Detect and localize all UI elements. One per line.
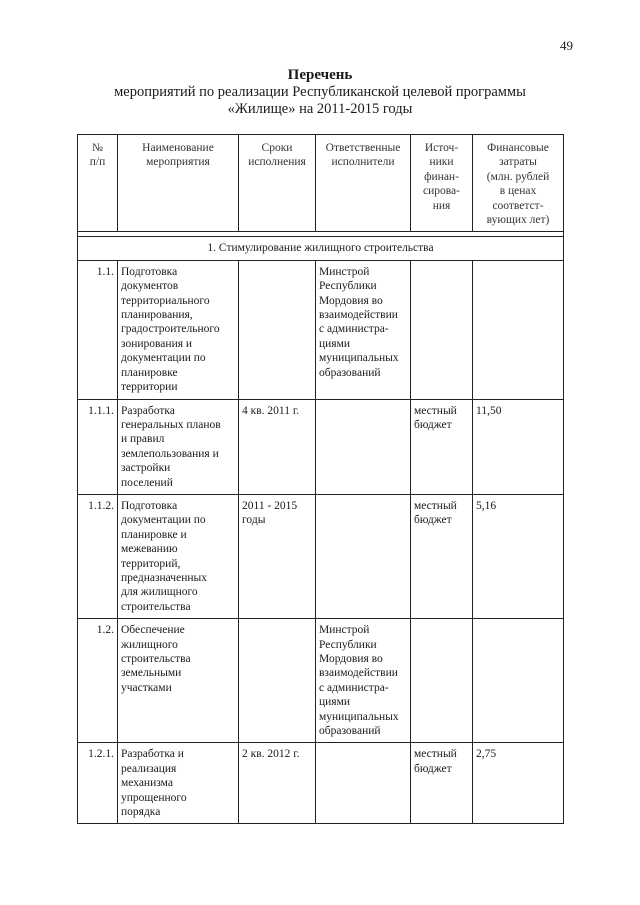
text-line: 4 кв. 2011 г.: [242, 404, 300, 417]
text-line: мероприятия: [146, 156, 210, 169]
text-line: с администра-: [319, 681, 389, 694]
cell-executors: [316, 743, 411, 824]
header-term: [239, 135, 316, 232]
cell-term: [239, 399, 316, 494]
cell-name: [118, 399, 239, 494]
text-line: бюджет: [414, 514, 452, 527]
text-line: местный: [414, 499, 457, 512]
cell-costs: 5,16: [473, 494, 564, 618]
cell-source: [411, 494, 473, 618]
text-line: градостроительного: [121, 323, 220, 336]
text-line: Минстрой: [319, 624, 370, 637]
text-line: муниципальных: [319, 710, 399, 723]
text-line: местный: [414, 404, 457, 417]
text-line: п/п: [89, 156, 106, 169]
text-line: с администра-: [319, 323, 389, 336]
text-line: 2 кв. 2012 г.: [242, 748, 300, 761]
cell-source: [411, 399, 473, 494]
text-line: исполнения: [248, 156, 306, 169]
header-costs: [473, 135, 564, 232]
text-line: Республики: [319, 638, 377, 651]
text-line: документов: [121, 280, 179, 293]
text-line: взаимодействии: [319, 309, 398, 322]
text-line: застройки: [121, 462, 171, 475]
cell-num: 1.2.: [78, 619, 118, 743]
table-header-row: [78, 135, 564, 232]
text-line: документации по: [121, 352, 206, 365]
text-line: поселений: [121, 476, 173, 489]
text-line: Ответственные: [325, 142, 401, 154]
text-line: Подготовка: [121, 499, 178, 512]
text-line: территории: [121, 381, 178, 394]
text-line: механизма: [121, 777, 173, 790]
text-line: исполнители: [331, 156, 395, 169]
cell-name: [118, 494, 239, 618]
text-line: Разработка: [121, 404, 175, 417]
text-line: сирова-: [423, 185, 460, 198]
header-num: [78, 135, 118, 232]
text-line: Подготовка: [121, 265, 178, 278]
text-line: Мордовия во: [319, 294, 383, 307]
text-line: бюджет: [414, 762, 452, 775]
text-line: предназначенных: [121, 571, 207, 584]
text-line: Финансовые: [487, 142, 549, 154]
title-block: [0, 66, 640, 118]
text-line: местный: [414, 748, 457, 761]
text-line: жилищного: [121, 638, 178, 651]
text-line: затраты: [499, 156, 537, 169]
cell-num: 1.1.1.: [78, 399, 118, 494]
text-line: (млн. рублей: [486, 170, 550, 183]
text-line: финан-: [424, 170, 459, 183]
text-line: циями: [319, 696, 351, 709]
cell-num: 1.1.2.: [78, 494, 118, 618]
text-line: Наименование: [142, 142, 214, 154]
text-line: бюджет: [414, 418, 452, 431]
table-row: [78, 494, 564, 618]
cell-costs: [473, 619, 564, 743]
text-line: 2011 - 2015: [242, 499, 298, 512]
cell-term: [239, 494, 316, 618]
text-line: планировке: [121, 366, 178, 379]
text-line: Мордовия во: [319, 653, 383, 665]
text-line: Минстрой: [319, 265, 370, 278]
text-line: Республики: [319, 280, 377, 293]
text-line: образований: [319, 725, 381, 738]
text-line: строительства: [121, 653, 191, 665]
header-name: [118, 135, 239, 232]
text-line: планировке и: [121, 528, 187, 541]
cell-name: [118, 619, 239, 743]
section-title: 1. Стимулирование жилищного строительства: [78, 237, 564, 260]
text-line: межеванию: [121, 543, 178, 556]
text-line: порядка: [121, 806, 161, 819]
text-line: зонирования и: [121, 337, 193, 350]
cell-executors: [316, 399, 411, 494]
table-row: [78, 260, 564, 399]
text-line: и правил: [121, 433, 165, 446]
text-line: Источ-: [424, 142, 459, 154]
text-line: территорий,: [121, 557, 181, 570]
subtitle-line-2: «Жилище» на 2011-2015 годы: [227, 101, 413, 117]
cell-name: [118, 743, 239, 824]
section-row: [78, 237, 564, 260]
cell-source: [411, 743, 473, 824]
text-line: вующих лет): [486, 214, 550, 227]
text-line: муниципальных: [319, 352, 399, 365]
text-line: земельными: [121, 667, 182, 680]
text-line: циями: [319, 337, 351, 350]
cell-executors: [316, 619, 411, 743]
text-line: для жилищного: [121, 586, 198, 599]
text-line: строительства: [121, 600, 191, 613]
text-line: ния: [432, 199, 451, 212]
subtitle-line-1: мероприятий по реализации Республиканской целевой программы: [114, 84, 526, 100]
cell-costs: 2,75: [473, 743, 564, 824]
text-line: №: [92, 142, 103, 154]
table-row: [78, 399, 564, 494]
text-line: упрощенного: [121, 791, 187, 804]
text-line: Разработка и: [121, 748, 184, 761]
cell-executors: [316, 260, 411, 399]
cell-source: [411, 619, 473, 743]
cell-term: [239, 619, 316, 743]
document-title: Перечень: [287, 67, 353, 83]
cell-source: [411, 260, 473, 399]
text-line: территориального: [121, 294, 210, 307]
text-line: соответст-: [492, 199, 544, 212]
cell-term: [239, 260, 316, 399]
text-line: документации по: [121, 514, 206, 527]
text-line: участками: [121, 681, 172, 694]
text-line: образований: [319, 366, 381, 379]
cell-term: [239, 743, 316, 824]
cell-name: [118, 260, 239, 399]
cell-costs: [473, 260, 564, 399]
text-line: планирования,: [121, 309, 193, 322]
program-table: [77, 134, 564, 824]
text-line: взаимодействии: [319, 667, 398, 680]
header-executors: [316, 135, 411, 232]
table-row: [78, 743, 564, 824]
cell-costs: 11,50: [473, 399, 564, 494]
cell-num: 1.1.: [78, 260, 118, 399]
text-line: землепользования и: [121, 447, 219, 460]
text-line: Сроки: [261, 142, 293, 154]
header-source: [411, 135, 473, 232]
text-line: годы: [242, 514, 266, 527]
cell-executors: [316, 494, 411, 618]
text-line: в ценах: [499, 185, 537, 198]
text-line: генеральных планов: [121, 418, 221, 431]
text-line: ники: [429, 156, 454, 169]
table-row: [78, 619, 564, 743]
text-line: Обеспечение: [121, 624, 185, 637]
page-number: 49: [560, 38, 573, 53]
document-subtitle: [0, 84, 640, 118]
text-line: реализация: [121, 762, 177, 775]
cell-num: 1.2.1.: [78, 743, 118, 824]
